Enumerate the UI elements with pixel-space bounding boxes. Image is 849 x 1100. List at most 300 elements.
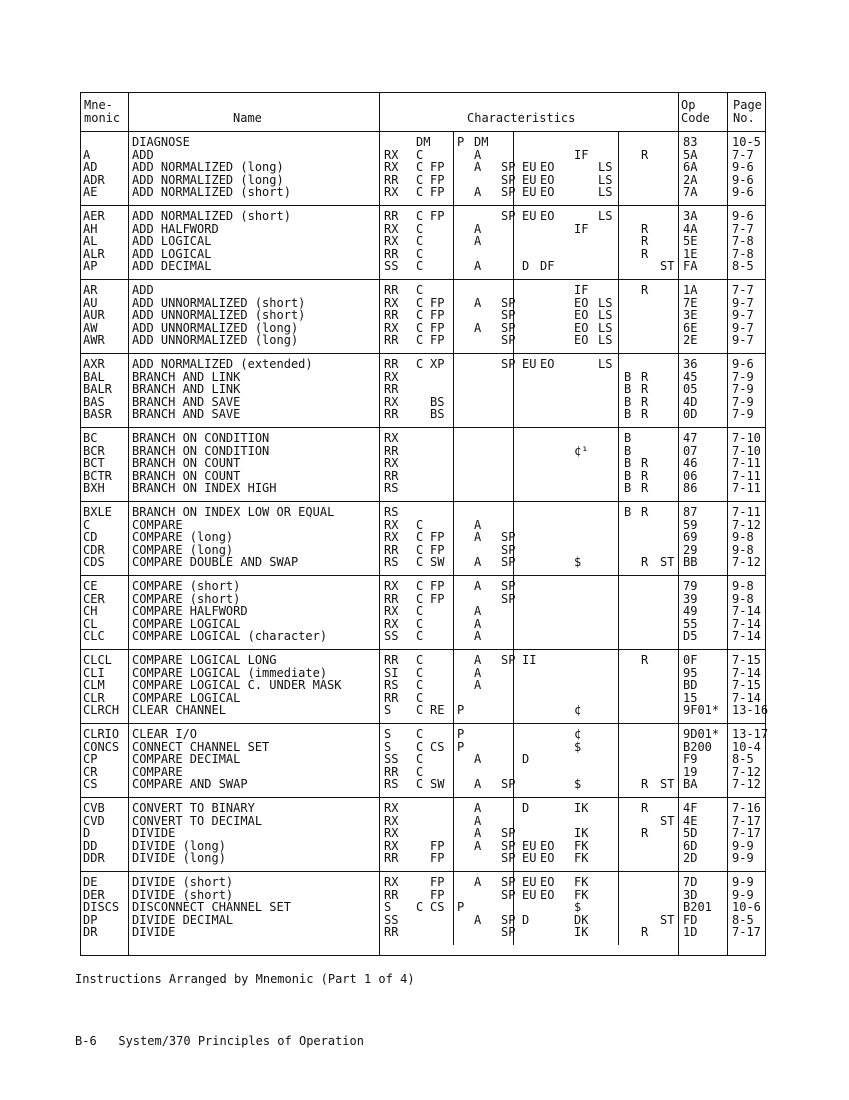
cell-cond-code: C [416, 579, 424, 593]
cell-register: R [641, 777, 649, 791]
cell-mnemonic: DD [83, 838, 98, 853]
cell-format: S [384, 900, 392, 914]
cell-exception-3: ¢ [574, 727, 582, 741]
cell-access: A [474, 517, 482, 532]
cell-op-code: 3E [683, 308, 698, 322]
cell-name: BRANCH ON INDEX LOW OR EQUAL [132, 505, 335, 519]
cell-name: ADD [132, 147, 154, 162]
cell-page-no: 7-14 [732, 629, 761, 643]
cell-access: A [474, 629, 482, 643]
cell-format: RS [384, 555, 399, 569]
cell-mnemonic: CER [83, 591, 105, 606]
characteristics-subdivider [513, 353, 514, 427]
cell-op-code: 07 [683, 443, 698, 458]
cell-name: COMPARE AND SWAP [132, 777, 248, 791]
cell-register: R [641, 653, 649, 667]
characteristics-subdivider [618, 575, 619, 649]
cell-page-no: 9-6 [732, 209, 754, 223]
cell-exception-2: EO [540, 357, 555, 371]
table-row [81, 531, 765, 544]
cell-page-no: 7-7 [732, 283, 754, 297]
group-rule [81, 797, 765, 798]
table-row [81, 654, 765, 667]
cell-mnemonic: CLM [83, 678, 105, 692]
cell-op-code: 59 [683, 517, 698, 532]
cell-register: R [641, 369, 649, 384]
cell-exception-3: $ [574, 777, 582, 791]
cell-page-no: 7-11 [732, 468, 761, 483]
cell-op-code: 5A [683, 147, 698, 162]
cell-format: RX [384, 579, 399, 593]
characteristics-subdivider [618, 131, 619, 205]
cell-op-code: 19 [683, 764, 698, 779]
cell-format: RX [384, 369, 399, 384]
cell-format: RX [384, 875, 399, 889]
table-row [81, 580, 765, 593]
cell-mnemonic: CLRCH [83, 703, 120, 717]
cell-register: R [641, 555, 649, 569]
cell-specification: SP [501, 185, 516, 199]
table-row [81, 802, 765, 815]
cell-format: RR [384, 443, 399, 458]
characteristics-subdivider [453, 131, 454, 205]
cell-store: ST [660, 777, 675, 791]
cell-name: COMPARE LOGICAL LONG [132, 653, 277, 667]
cell-name: COMPARE DOUBLE AND SWAP [132, 555, 299, 569]
cell-page-no: 9-8 [732, 579, 754, 593]
cell-mnemonic: CLI [83, 665, 105, 680]
cell-page-no: 9-6 [732, 160, 754, 174]
cell-register: R [641, 456, 649, 470]
cell-mnemonic: DE [83, 875, 98, 889]
characteristics-subdivider [453, 427, 454, 501]
cell-significance: LS [598, 160, 613, 174]
cell-page-no: 9-7 [732, 295, 754, 310]
cell-format: RR [384, 308, 399, 322]
cell-access: A [474, 665, 482, 680]
cell-op-code: 06 [683, 468, 698, 483]
table-row [81, 235, 765, 248]
cell-page-no: 7-9 [732, 394, 754, 409]
cell-op-code: 1E [683, 246, 698, 261]
cell-cond-code: C [416, 690, 424, 705]
characteristics-subdivider [453, 353, 454, 427]
cell-page-no: 7-16 [732, 801, 761, 815]
cell-register: R [641, 801, 649, 815]
cell-exception-3: FK [574, 887, 589, 902]
cell-cond-code: C [416, 653, 424, 667]
cell-cond-code: C [416, 678, 424, 692]
cell-format: RX [384, 160, 399, 174]
cell-cond-code: C [416, 234, 424, 248]
cell-op-code: 0F [683, 653, 698, 667]
cell-format: RR [384, 283, 399, 297]
cell-cond-code: C [416, 555, 424, 569]
cell-op-code: 7A [683, 185, 698, 199]
cell-cond-code: C [416, 629, 424, 643]
cell-name: BRANCH ON CONDITION [132, 431, 270, 445]
cell-feature: FP [430, 887, 445, 902]
table-row [81, 309, 765, 322]
cell-exception-1: EU [522, 209, 537, 223]
cell-page-no: 7-12 [732, 517, 761, 532]
cell-page-no: 10-5 [732, 135, 761, 149]
cell-name: DIVIDE (long) [132, 838, 226, 853]
cell-name: CONVERT TO BINARY [132, 801, 255, 815]
cell-format: RX [384, 394, 399, 409]
cell-op-code: 55 [683, 616, 698, 631]
table-row [81, 432, 765, 445]
cell-page-no: 8-5 [732, 259, 754, 273]
cell-format: RR [384, 887, 399, 902]
cell-mnemonic: CE [83, 579, 98, 593]
cell-branch: B [624, 443, 632, 458]
cell-format: RX [384, 530, 399, 544]
cell-register: R [641, 407, 649, 421]
cell-page-no: 7-8 [732, 246, 754, 261]
cell-format: RX [384, 801, 399, 815]
cell-name: COMPARE [132, 764, 183, 779]
cell-significance: LS [598, 209, 613, 223]
cell-op-code: 9F01* [683, 703, 720, 717]
cell-exception-1: EU [522, 357, 537, 371]
characteristics-subdivider [513, 205, 514, 279]
cell-exception-3: ¢ [574, 703, 582, 717]
cell-page-no: 10-4 [732, 739, 761, 754]
cell-op-code: 4E [683, 813, 698, 828]
characteristics-subdivider [513, 279, 514, 353]
table-row [81, 506, 765, 519]
cell-mnemonic: AUR [83, 308, 105, 322]
table-row [81, 703, 769, 717]
cell-format: RS [384, 505, 399, 519]
cell-format: S [384, 703, 392, 717]
cell-register: R [641, 925, 649, 939]
cell-register: R [641, 234, 649, 248]
cell-mnemonic: DR [83, 925, 98, 939]
cell-exception-2: EO [540, 160, 555, 174]
cell-format: RX [384, 147, 399, 162]
cell-mnemonic: D [83, 826, 91, 840]
cell-mnemonic: DISCS [83, 900, 120, 914]
cell-page-no: 7-17 [732, 826, 761, 840]
cell-name: CONNECT CHANNEL SET [132, 739, 270, 754]
cell-format: RR [384, 851, 399, 865]
characteristics-subdivider [513, 501, 514, 575]
cell-access: A [474, 295, 482, 310]
cell-specification: SP [501, 925, 516, 939]
characteristics-subdivider [618, 205, 619, 279]
cell-name: ADD UNNORMALIZED (short) [132, 295, 306, 310]
cell-format: RR [384, 690, 399, 705]
cell-specification: SP [501, 555, 516, 569]
cell-access: A [474, 185, 482, 199]
cell-mnemonic: BCTR [83, 468, 112, 483]
cell-cond-code: C [416, 665, 424, 680]
cell-format: RR [384, 172, 399, 187]
table-row [81, 457, 765, 470]
cell-significance: LS [598, 295, 613, 310]
cell-name: ADD NORMALIZED (long) [132, 172, 284, 187]
cell-mnemonic: AW [83, 320, 98, 335]
cell-access: A [474, 234, 482, 248]
characteristics-subdivider [618, 501, 619, 575]
cell-cond-code: C [416, 283, 424, 297]
cell-branch: B [624, 407, 632, 421]
cell-cond-code: C [416, 604, 424, 618]
cell-cond-code: C [416, 616, 424, 631]
cell-mnemonic: DDR [83, 851, 105, 865]
cell-name: COMPARE (short) [132, 579, 241, 593]
cell-privileged: P [457, 135, 465, 149]
cell-format: RX [384, 320, 399, 335]
cell-exception-1: D [522, 259, 530, 273]
characteristics-subdivider [453, 501, 454, 575]
characteristics-subdivider [453, 649, 454, 723]
cell-op-code: 15 [683, 690, 698, 705]
cell-format: RR [384, 246, 399, 261]
cell-exception-3: EO [574, 308, 589, 322]
cell-exception-1: II [522, 653, 537, 667]
cell-format: RX [384, 431, 399, 445]
cell-name: DIVIDE DECIMAL [132, 912, 234, 927]
cell-exception-2: EO [540, 887, 555, 902]
cell-format: RX [384, 604, 399, 618]
cell-mnemonic: CLC [83, 629, 105, 643]
cell-mnemonic: AWR [83, 333, 105, 347]
cell-exception-1: EU [522, 185, 537, 199]
cell-mnemonic: AP [83, 259, 98, 273]
characteristics-subdivider [453, 797, 454, 871]
cell-access: A [474, 259, 482, 273]
characteristics-subdivider [453, 279, 454, 353]
cell-store: ST [660, 813, 675, 828]
table-row [81, 556, 765, 569]
cell-significance: LS [598, 333, 613, 347]
cell-exception-1: EU [522, 172, 537, 187]
cell-op-code: BB [683, 555, 698, 569]
cell-op-code: 2A [683, 172, 698, 187]
header-page-no: Page No. [733, 98, 762, 125]
cell-name: BRANCH ON COUNT [132, 468, 241, 483]
table-row [81, 815, 765, 828]
cell-name: ADD LOGICAL [132, 246, 212, 261]
cell-feature: RE [430, 703, 445, 717]
cell-cond-code: C [416, 752, 424, 766]
cell-name: BRANCH AND LINK [132, 369, 241, 384]
cell-mnemonic: AR [83, 283, 98, 297]
cell-cond-code: C [416, 727, 424, 741]
cell-name: ADD NORMALIZED (extended) [132, 357, 313, 371]
cell-op-code: 5E [683, 234, 698, 248]
cell-page-no: 7-15 [732, 678, 761, 692]
cell-cond-code: C [416, 517, 424, 532]
cell-access: A [474, 875, 482, 889]
header-name: Name [233, 111, 262, 125]
cell-exception-3: FK [574, 875, 589, 889]
cell-exception-3: EO [574, 320, 589, 335]
cell-page-no: 7-8 [732, 234, 754, 248]
cell-register: R [641, 481, 649, 495]
cell-format: RX [384, 295, 399, 310]
cell-name: ADD UNNORMALIZED (long) [132, 333, 299, 347]
cell-exception-1: D [522, 912, 530, 927]
characteristics-subdivider [513, 649, 514, 723]
cell-register: R [641, 826, 649, 840]
cell-page-no: 9-8 [732, 530, 754, 544]
cell-exception-1: D [522, 801, 530, 815]
cell-exception-2: EO [540, 875, 555, 889]
characteristics-subdivider [513, 797, 514, 871]
cell-register: R [641, 283, 649, 297]
cell-feature: FP [430, 172, 445, 187]
characteristics-subdivider [453, 205, 454, 279]
cell-mnemonic: CLCL [83, 653, 112, 667]
cell-mnemonic: BALR [83, 382, 112, 396]
cell-branch: B [624, 505, 632, 519]
cell-format: RX [384, 813, 399, 828]
cell-cond-code: C [416, 259, 424, 273]
cell-op-code: 95 [683, 665, 698, 680]
cell-name: ADD NORMALIZED (long) [132, 160, 284, 174]
cell-format: RR [384, 357, 399, 371]
cell-cond-code: C [416, 147, 424, 162]
cell-cond-code: C [416, 530, 424, 544]
cell-name: ADD LOGICAL [132, 234, 212, 248]
cell-cond-code: C [416, 542, 424, 557]
cell-page-no: 7-11 [732, 505, 761, 519]
table-row [81, 679, 765, 692]
cell-name: ADD NORMALIZED (short) [132, 209, 291, 223]
cell-name: ADD UNNORMALIZED (short) [132, 308, 306, 322]
cell-name: COMPARE LOGICAL (immediate) [132, 665, 328, 680]
cell-name: ADD NORMALIZED (short) [132, 185, 291, 199]
table-row [81, 901, 765, 914]
cell-branch: B [624, 431, 632, 445]
cell-op-code: 83 [683, 135, 698, 149]
cell-mnemonic: AU [83, 295, 98, 310]
cell-specification: SP [501, 530, 516, 544]
cell-page-no: 9-7 [732, 308, 754, 322]
cell-register: R [641, 246, 649, 261]
cell-significance: LS [598, 320, 613, 335]
cell-specification: SP [501, 308, 516, 322]
cell-access: A [474, 813, 482, 828]
cell-specification: SP [501, 542, 516, 557]
cell-page-no: 7-11 [732, 481, 761, 495]
cell-page-no: 7-11 [732, 456, 761, 470]
cell-exception-2: EO [540, 172, 555, 187]
cell-feature: FP [430, 333, 445, 347]
cell-feature: FP [430, 308, 445, 322]
cell-mnemonic: CVD [83, 813, 105, 828]
cell-specification: SP [501, 295, 516, 310]
cell-feature: FP [430, 209, 445, 223]
cell-format: RR [384, 407, 399, 421]
group-rule [81, 723, 765, 724]
cell-page-no: 7-12 [732, 764, 761, 779]
cell-access: A [474, 147, 482, 162]
cell-exception-1: EU [522, 838, 537, 853]
characteristics-subdivider [513, 427, 514, 501]
cell-op-code: 3D [683, 887, 698, 902]
characteristics-subdivider [618, 427, 619, 501]
cell-op-code: 4D [683, 394, 698, 409]
cell-mnemonic: CDR [83, 542, 105, 557]
cell-branch: B [624, 481, 632, 495]
cell-cond-code: C [416, 764, 424, 779]
cell-page-no: 7-15 [732, 653, 761, 667]
cell-specification: SP [501, 320, 516, 335]
cell-format: RX [384, 221, 399, 236]
cell-format: RR [384, 468, 399, 483]
cell-access: A [474, 777, 482, 791]
cell-exception-3: IK [574, 801, 589, 815]
cell-mnemonic: BXH [83, 481, 105, 495]
cell-op-code: 29 [683, 542, 698, 557]
cell-exception-3: IF [574, 283, 589, 297]
cell-feature: FP [430, 320, 445, 335]
cell-page-no: 7-7 [732, 147, 754, 162]
characteristics-subdivider [453, 723, 454, 797]
table-row [81, 358, 765, 371]
cell-cond-code: C [416, 900, 424, 914]
cell-page-no: 9-6 [732, 172, 754, 187]
cell-op-code: 05 [683, 382, 698, 396]
cell-op-code: B201 [683, 900, 712, 914]
cell-mnemonic: AL [83, 234, 98, 248]
cell-feature: SW [430, 777, 445, 791]
cell-mnemonic: BAL [83, 369, 105, 384]
cell-format: RR [384, 925, 399, 939]
cell-format: RR [384, 382, 399, 396]
cell-feature: FP [430, 542, 445, 557]
cell-exception-2: DF [540, 259, 555, 273]
cell-op-code: 7D [683, 875, 698, 889]
cell-specification: SP [501, 875, 516, 889]
cell-op-code: 6A [683, 160, 698, 174]
table-row [81, 260, 765, 273]
cell-branch: B [624, 468, 632, 483]
cell-cond-code: C [416, 160, 424, 174]
cell-op-code: 6E [683, 320, 698, 335]
cell-specification: SP [501, 579, 516, 593]
cell-name: DIVIDE (long) [132, 851, 226, 865]
group-rule [81, 427, 765, 428]
table-row [81, 186, 765, 199]
cell-specification: SP [501, 851, 516, 865]
table-row [81, 778, 765, 791]
cell-mnemonic: CONCS [83, 739, 120, 754]
cell-page-no: 9-8 [732, 591, 754, 606]
cell-mnemonic: AH [83, 221, 98, 236]
cell-feature: FP [430, 295, 445, 310]
cell-name: BRANCH ON INDEX HIGH [132, 481, 277, 495]
cell-op-code: 36 [683, 357, 698, 371]
table-row [81, 914, 765, 927]
table-row [81, 827, 765, 840]
cell-register: R [641, 382, 649, 396]
cell-page-no: 13-16 [732, 703, 769, 717]
cell-op-code: 87 [683, 505, 698, 519]
cell-mnemonic: AER [83, 209, 105, 223]
cell-significance: LS [598, 185, 613, 199]
table-row [81, 334, 765, 347]
cell-op-code: 4A [683, 221, 698, 236]
cell-access: A [474, 826, 482, 840]
cell-op-code: BD [683, 678, 698, 692]
cell-format: RR [384, 653, 399, 667]
